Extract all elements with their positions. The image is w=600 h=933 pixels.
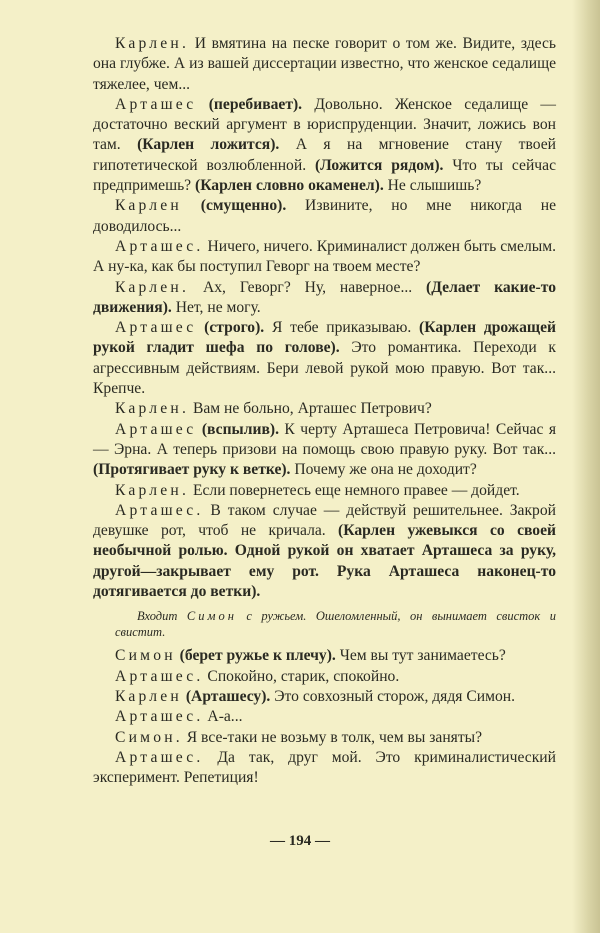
speech-text: Не слышишь? [383,177,482,195]
speech-text: Да так, друг мой. Это криминалистический эксперимент. Репетиция! [93,748,556,787]
speaker-name: Арташес [115,420,197,438]
page-edge-shadow [572,0,600,933]
speaker-name: Симон [115,647,176,665]
speech-text: Довольно. Женское седалище — достаточно веский аргумент в юриспруденции. Значит, ложись вон там. [93,95,557,154]
dialogue-paragraph [93,95,556,196]
speaker-name: Арташес. [115,748,204,766]
speech-text: И вмятина на песке говорит о том же. Видите, здесь она глубже. А из вашей диссертации известно, что женское седалище тяжелее, чем... [93,35,556,93]
speaker-name: Карлен. [115,481,190,499]
stage-remark: (берет ружье к плечу). [175,647,336,665]
dialogue-paragraph [93,481,556,501]
speech-text: Извините, но мне никогда не доводилось... [93,197,557,235]
speaker-name: Арташес. [115,667,204,685]
stage-remark: (Протягивает руку к ветке). [93,461,291,479]
speech-text: Что ты сейчас предпримешь? [93,156,556,195]
speaker-name: Арташес [115,95,197,113]
stage-remark: (Арташесу). [181,687,271,705]
dialogue-paragraph [93,501,556,602]
dialogue-paragraph [93,318,556,399]
stage-remark: (перебивает). [196,95,303,113]
dialogue-paragraph [93,420,556,481]
speech-text: К черту Арташеса Петровича! Сейчас я — Эрна. А теперь призови на помощь свою правую руку. Вот так... [93,420,557,458]
stage-remark: (Карлен ужевыкся со своей необычной ролью. Одной рукой он хватает Арташеса за руку, другой—закрывает ему рот. Рука Арташеса наконец-то дотягивается до ветки). [93,522,557,601]
stage-remark: (Карлен ложится). [137,136,280,154]
speaker-name: Арташес. [115,708,204,726]
speech-text: Ах, Геворг? Ну, наверное... [189,278,427,296]
speech-text: Я тебе приказываю. [264,319,420,337]
dialogue-paragraph [93,196,556,237]
stage-remark: (Делает какие-то движения). [93,278,556,316]
speaker-name: Карлен [115,687,182,705]
speaker-name: Карлен. [115,400,190,418]
dialogue-paragraph [93,707,556,727]
speech-text: Чем вы тут занимаетесь? [335,647,506,665]
speaker-name: Карлен. [115,278,190,296]
dialogue-paragraph [93,687,556,707]
dialogue-paragraph [93,399,556,419]
speech-text: Это совхозный сторож, дядя Симон. [270,687,516,705]
speech-text: Нет, не могу. [171,298,261,316]
speech-text: Вам не больно, Арташес Петрович? [189,400,432,418]
stage-remark: (строго). [196,319,265,337]
stage-remark: (Ложится рядом). [314,156,444,174]
speech-text: А-а... [203,708,243,726]
speech-text: Входит [137,609,187,624]
speech-text: с ружьем. Ошеломленный, он вынимает свисток и свистит. [115,609,556,640]
speaker-name: Карлен [115,197,182,215]
speech-text: В таком случае — действуй решительнее. Закрой девушке рот, чтоб не кричала. [93,501,556,540]
speech-text: А я на мгновение стану твоей гипотетической возлюбленной. [93,136,556,174]
dialogue-paragraph [93,748,556,789]
speaker-name: Карлен. [115,35,190,52]
speaker-name: Арташес. [115,501,204,519]
stage-remark: (вспылив). [196,420,279,438]
speech-text: Ничего, ничего. Криминалист должен быть смелым. А ну-ка, как бы поступил Геворг на твоем месте? [93,237,556,276]
page-text [93,34,556,788]
speech-text: Если повернетесь еще немного правее — дойдет. [189,481,520,499]
dialogue-paragraph [93,667,556,687]
stage-remark: (Карлен дрожащей рукой гладит шефа по голове). [93,319,556,357]
stage-direction [93,608,556,640]
speech-text: Я все-таки не возьму в толк, чем вы заняты? [182,728,483,746]
speaker-name: Симон [186,609,237,624]
dialogue-paragraph [93,34,556,95]
stage-remark: (смущенно). [181,197,287,215]
speaker-name: Арташес. [115,237,204,255]
dialogue-paragraph [93,646,556,666]
speech-text: Спокойно, старик, спокойно. [203,667,400,685]
speaker-name: Симон. [115,728,183,746]
speech-text: Это романтика. Переходи к агрессивным действиям. Бери левой рукой мою правую. Вот так... Крепче. [93,339,556,398]
dialogue-paragraph [93,237,556,278]
dialogue-paragraph [93,278,556,319]
dialogue-paragraph [93,728,556,748]
page-number: — 194 — [270,833,330,849]
speech-text: Почему же она не доходит? [290,461,477,479]
speaker-name: Арташес [115,319,197,337]
stage-remark: (Карлен словно окаменел). [195,177,384,195]
